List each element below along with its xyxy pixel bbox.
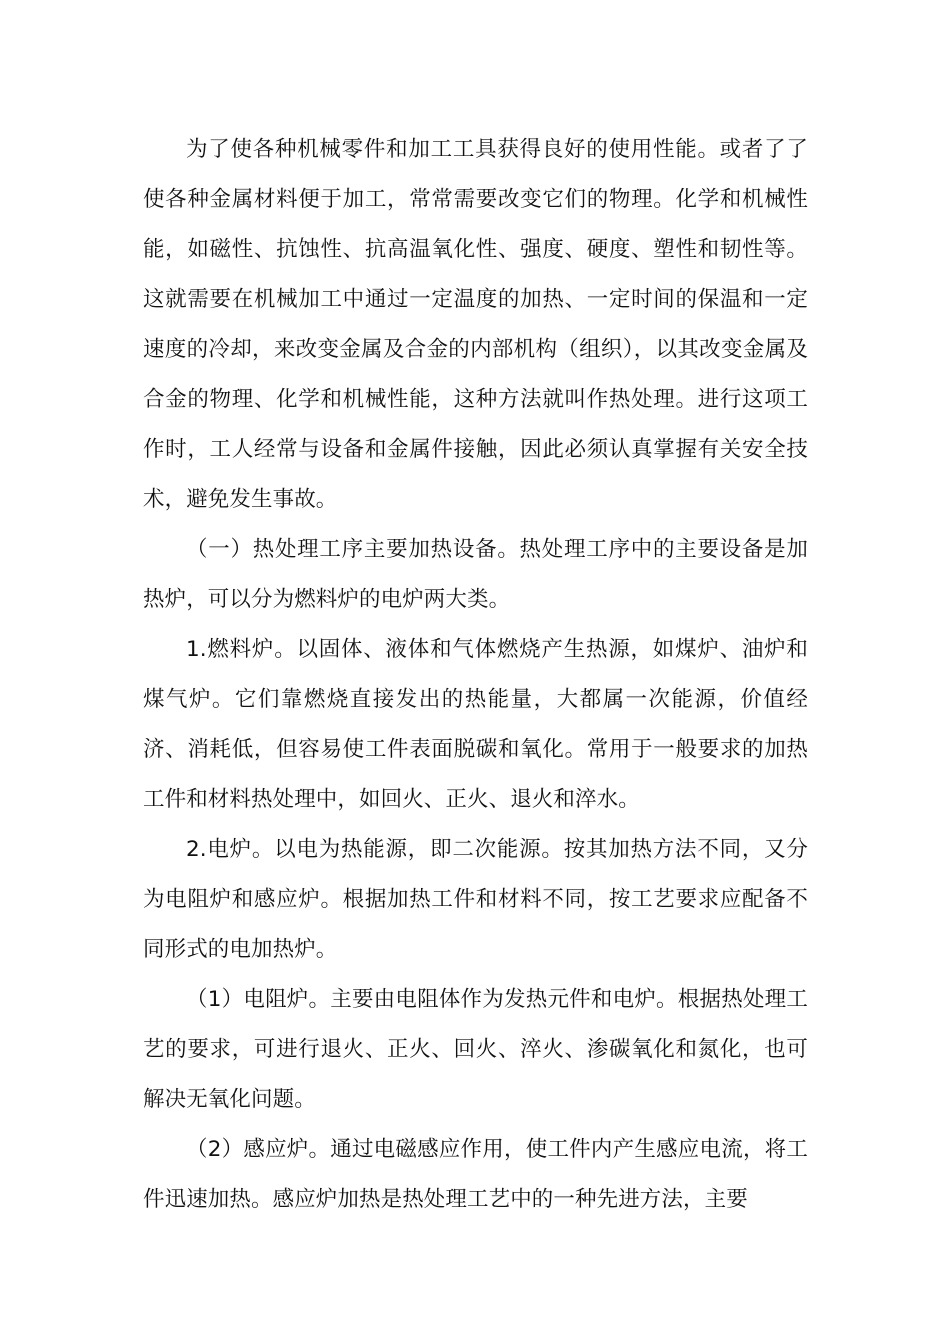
paragraph-fuel-furnace: 1.燃料炉。以固体、液体和气体燃烧产生热源，如煤炉、油炉和煤气炉。它们靠燃烧直接发出的热能量，大都属一次能源，价值经济、消耗低，但容易使工件表面脱碳和氧化。常用于一般要求的加热工件和材料热处理中，如回火、正火、退火和淬水。 bbox=[143, 637, 808, 812]
paragraph-section-heating-equipment: （一）热处理工序主要加热设备。热处理工序中的主要设备是加热炉，可以分为燃料炉的电炉两大类。 bbox=[143, 537, 808, 612]
paragraph-electric-furnace: 2.电炉。以电为热能源，即二次能源。按其加热方法不同，又分为电阻炉和感应炉。根据加热工件和材料不同，按工艺要求应配备不同形式的电加热炉。 bbox=[143, 837, 808, 962]
paragraph-resistance-furnace: （1）电阻炉。主要由电阻体作为发热元件和电炉。根据热处理工艺的要求，可进行退火、正火、回火、淬火、渗碳氧化和氮化，也可解决无氧化问题。 bbox=[143, 987, 808, 1112]
document-body bbox=[143, 125, 808, 1225]
paragraph-induction-furnace: （2）感应炉。通过电磁感应作用，使工件内产生感应电流，将工件迅速加热。感应炉加热是热处理工艺中的一种先进方法，主要 bbox=[143, 1137, 808, 1212]
paragraph-intro: 为了使各种机械零件和加工工具获得良好的使用性能。或者了了使各种金属材料便于加工，常常需要改变它们的物理。化学和机械性能，如磁性、抗蚀性、抗高温氧化性、强度、硬度、塑性和韧性等。这就需要在机械加工中通过一定温度的加热、一定时间的保温和一定速度的冷却，来改变金属及合金的内部机构（组织），以其改变金属及合金的物理、化学和机械性能，这种方法就叫作热处理。进行这项工作时，工人经常与设备和金属件接触，因此必须认真掌握有关安全技术，避免发生事故。 bbox=[143, 137, 808, 512]
